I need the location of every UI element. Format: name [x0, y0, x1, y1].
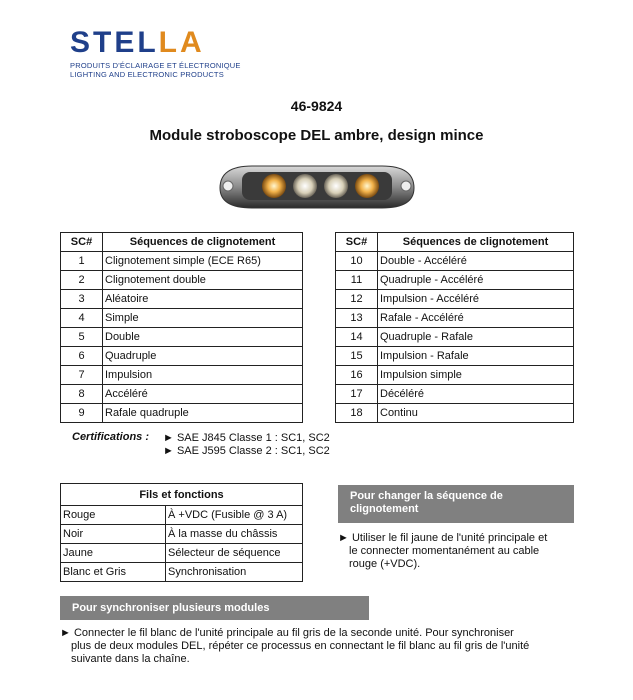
sc-cell: 7 [61, 366, 103, 385]
sequence-cell: Quadruple - Rafale [378, 328, 574, 347]
sequence-cell: Impulsion [103, 366, 303, 385]
sync-modules-heading: Pour synchroniser plusieurs modules [60, 596, 369, 620]
table-row [336, 366, 574, 385]
change-note-line1: ► Utiliser le fil jaune de l'unité principale et [338, 532, 548, 544]
sequence-cell: Quadruple - Accéléré [378, 271, 574, 290]
table-row [336, 271, 574, 290]
sc-cell: 12 [336, 290, 378, 309]
table-header-row [61, 233, 303, 252]
sequence-cell: Aléatoire [103, 290, 303, 309]
sequence-cell: Rafale - Accéléré [378, 309, 574, 328]
change-note-line3: rouge (+VDC). [349, 558, 421, 570]
sc-cell: 5 [61, 328, 103, 347]
sequence-cell: Impulsion - Rafale [378, 347, 574, 366]
sc-header: SC# [336, 233, 378, 252]
wire-cell: Blanc et Gris [61, 563, 166, 582]
table-row [61, 328, 303, 347]
sc-cell: 9 [61, 404, 103, 423]
sequence-cell: Impulsion - Accéléré [378, 290, 574, 309]
table-row [61, 563, 303, 582]
sequence-cell: Double [103, 328, 303, 347]
brand-name-accent: LA [158, 26, 205, 59]
sequence-cell: Accéléré [103, 385, 303, 404]
table-row [61, 366, 303, 385]
sync-note-line1: ► Connecter le fil blanc de l'unité principale au fil gris de la seconde unité. Pour synchroniser [60, 627, 514, 639]
sequence-cell: Décéléré [378, 385, 574, 404]
sc-cell: 10 [336, 252, 378, 271]
certification-item: ► SAE J845 Classe 1 : SC1, SC2 [163, 432, 330, 444]
sc-cell: 13 [336, 309, 378, 328]
change-sequence-heading [338, 485, 574, 523]
sequence-cell: Simple [103, 309, 303, 328]
table-row [61, 309, 303, 328]
sc-cell: 8 [61, 385, 103, 404]
led-3 [324, 174, 348, 198]
table-row [336, 309, 574, 328]
table-row [61, 525, 303, 544]
brand-wordmark [70, 28, 260, 58]
table-row [61, 271, 303, 290]
sc-cell: 4 [61, 309, 103, 328]
wires-title: Fils et fonctions [61, 484, 303, 506]
change-sequence-note [338, 532, 578, 571]
table-row [336, 347, 574, 366]
table-row [61, 347, 303, 366]
led-2 [293, 174, 317, 198]
sequence-cell: Impulsion simple [378, 366, 574, 385]
sc-header: SC# [61, 233, 103, 252]
function-cell: À la masse du châssis [166, 525, 303, 544]
table-row [61, 252, 303, 271]
brand-name-main: STEL [70, 26, 159, 59]
wires-table [60, 483, 303, 582]
sequence-cell: Rafale quadruple [103, 404, 303, 423]
product-photo [212, 158, 422, 214]
brand-logo [70, 28, 260, 88]
sc-cell: 15 [336, 347, 378, 366]
sc-cell: 17 [336, 385, 378, 404]
brand-tagline-en: LIGHTING AND ELECTRONIC PRODUCTS [70, 70, 224, 79]
wire-cell: Rouge [61, 506, 166, 525]
sync-note-line3: suivante dans la chaîne. [71, 653, 190, 665]
table-row [61, 506, 303, 525]
sc-cell: 2 [61, 271, 103, 290]
sequence-cell: Quadruple [103, 347, 303, 366]
change-note-line2: le connecter momentanément au cable [349, 545, 540, 557]
sc-cell: 3 [61, 290, 103, 309]
sc-cell: 18 [336, 404, 378, 423]
sync-modules-note [60, 627, 580, 666]
sc-cell: 14 [336, 328, 378, 347]
sequence-cell: Clignotement simple (ECE R65) [103, 252, 303, 271]
brand-tagline-fr: PRODUITS D'ÉCLAIRAGE ET ÉLECTRONIQUE [70, 61, 241, 70]
sequence-table-right [335, 232, 574, 423]
table-row [61, 385, 303, 404]
sequence-cell: Double - Accéléré [378, 252, 574, 271]
table-row [336, 290, 574, 309]
sequence-table-left [60, 232, 303, 423]
change-sequence-title-line1: Pour changer la séquence de [350, 490, 503, 502]
function-cell: Synchronisation [166, 563, 303, 582]
sc-cell: 11 [336, 271, 378, 290]
led-1 [262, 174, 286, 198]
function-cell: Sélecteur de séquence [166, 544, 303, 563]
sc-cell: 6 [61, 347, 103, 366]
function-cell: À +VDC (Fusible @ 3 A) [166, 506, 303, 525]
product-title: Module stroboscope DEL ambre, design mince [149, 127, 484, 144]
table-row [61, 404, 303, 423]
table-row [336, 385, 574, 404]
sync-note-line2: plus de deux modules DEL, répéter ce processus en connectant le fil blanc au fil gris de l'unité [71, 640, 530, 652]
wire-cell: Jaune [61, 544, 166, 563]
part-number: 46-9824 [290, 98, 343, 114]
table-row [61, 544, 303, 563]
sequence-header: Séquences de clignotement [103, 233, 303, 252]
sc-cell: 16 [336, 366, 378, 385]
change-sequence-title-line2: clignotement [350, 503, 419, 515]
led-4 [355, 174, 379, 198]
table-row [336, 252, 574, 271]
table-header-row [61, 484, 303, 506]
table-row [336, 328, 574, 347]
sc-cell: 1 [61, 252, 103, 271]
table-header-row [336, 233, 574, 252]
table-row [336, 404, 574, 423]
certifications-label: Certifications : [72, 431, 150, 443]
wire-cell: Noir [61, 525, 166, 544]
certification-item: ► SAE J595 Classe 2 : SC1, SC2 [163, 445, 330, 457]
sequence-cell: Continu [378, 404, 574, 423]
sequence-header: Séquences de clignotement [378, 233, 574, 252]
table-row [61, 290, 303, 309]
sequence-cell: Clignotement double [103, 271, 303, 290]
